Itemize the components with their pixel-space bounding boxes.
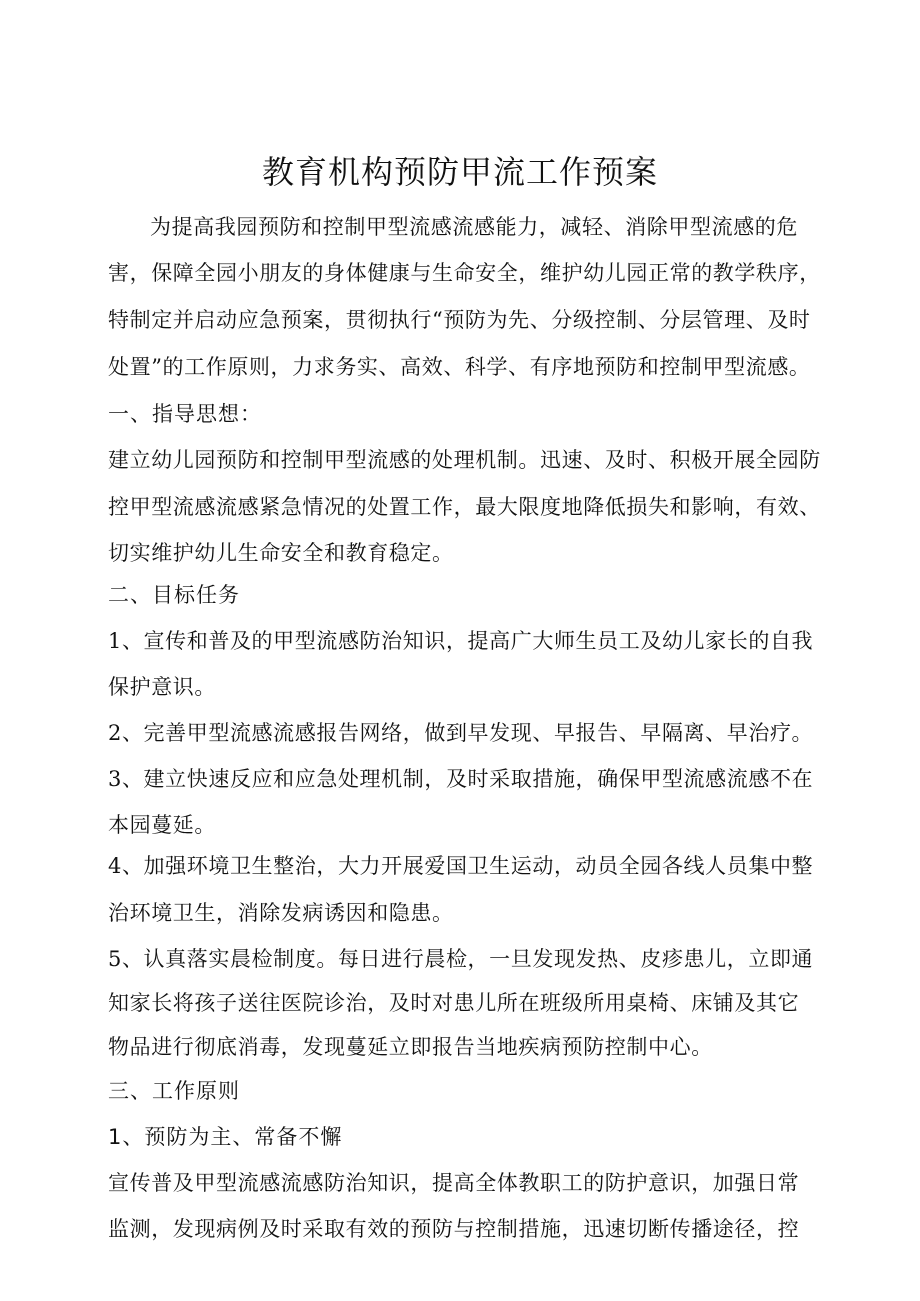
list-item-line: 保护意识。 <box>108 675 216 699</box>
intro-line: 特制定并启动应急预案，贯彻执行“预防为先、分级控制、分层管理、及时 <box>108 308 811 332</box>
intro-line: 处置”的工作原则，力求务实、高效、科学、有序地预防和控制甲型流感。 <box>108 355 811 379</box>
list-item-line: 治环境卫生，消除发病诱因和隐患。 <box>108 901 454 925</box>
list-item-line: 本园蔓延。 <box>108 813 216 837</box>
paragraph-line: 控甲型流感流感紧急情况的处置工作，最大限度地降低损失和影响，有效、 <box>108 495 821 519</box>
section-heading-goals: 二、目标任务 <box>108 583 240 607</box>
section-heading-guiding-ideology: 一、指导思想： <box>108 402 262 426</box>
list-item-line: 知家长将孩子送往医院诊治，及时对患儿所在班级所用桌椅、床铺及其它 <box>108 991 800 1015</box>
list-item-line: 5、认真落实晨检制度。每日进行晨检，一旦发现发热、皮疹患儿，立即通 <box>108 947 814 971</box>
section-heading-principles: 三、工作原则 <box>108 1079 240 1103</box>
list-item-line: 3、建立快速反应和应急处理机制，及时采取措施，确保甲型流感流感不在 <box>108 767 814 791</box>
list-item-line: 2、完善甲型流感流感报告网络，做到早发现、早报告、早隔离、早治疗。 <box>108 721 814 745</box>
paragraph-line: 切实维护幼儿生命安全和教育稳定。 <box>108 541 454 565</box>
paragraph-line: 宣传普及甲型流感流感防治知识，提高全体教职工的防护意识，加强日常 <box>108 1171 800 1195</box>
document-title: 教育机构预防甲流工作预案 <box>261 153 658 191</box>
intro-line: 害，保障全园小朋友的身体健康与生命安全，维护幼儿园正常的教学秩序， <box>108 261 821 285</box>
subsection-heading-prevention: 1、预防为主、常备不懈 <box>108 1125 343 1149</box>
list-item-line: 1、宣传和普及的甲型流感防治知识，提高广大师生员工及幼儿家长的自我 <box>108 629 814 653</box>
paragraph-line: 建立幼儿园预防和控制甲型流感的处理机制。迅速、及时、积极开展全园防 <box>108 448 821 472</box>
list-item-line: 物品进行彻底消毒，发现蔓延立即报告当地疾病预防控制中心。 <box>108 1035 713 1059</box>
intro-line: 为提高我园预防和控制甲型流感流感能力，减轻、消除甲型流感的危 <box>150 215 798 239</box>
list-item-line: 4、加强环境卫生整治，大力开展爱国卫生运动，动员全园各线人员集中整 <box>108 854 814 878</box>
paragraph-line: 监测，发现病例及时采取有效的预防与控制措施，迅速切断传播途径，控 <box>108 1217 800 1241</box>
